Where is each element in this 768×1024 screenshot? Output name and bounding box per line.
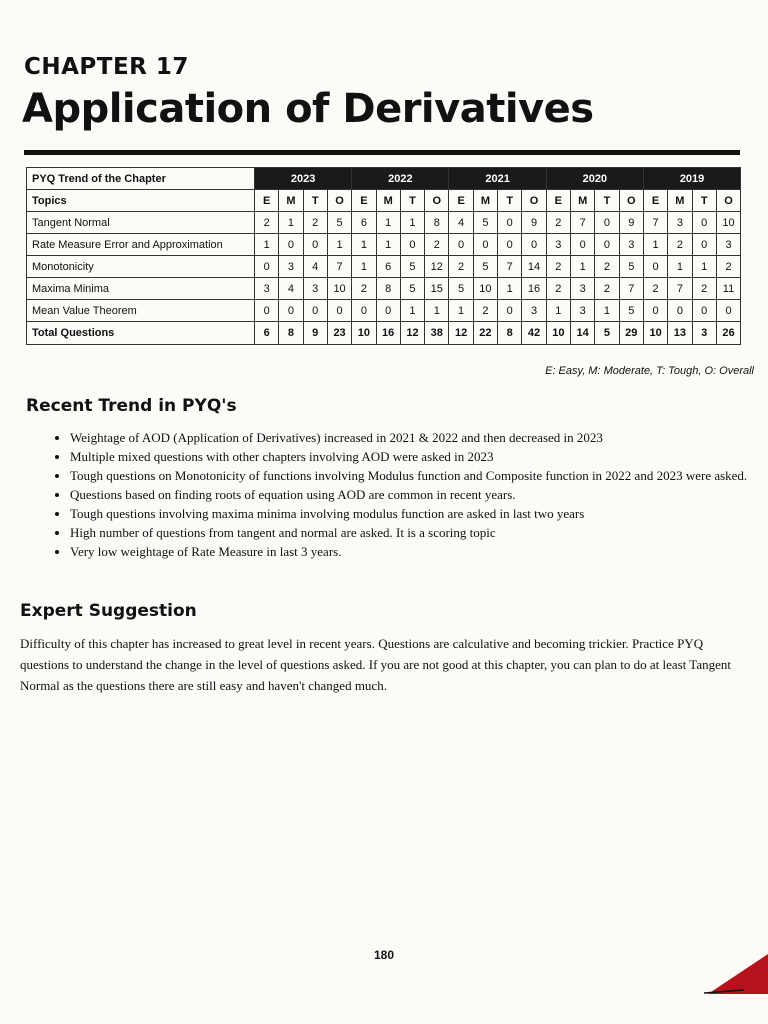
table-cell: 13 xyxy=(668,322,692,345)
difficulty-column-header: O xyxy=(716,190,740,212)
table-cell: 6 xyxy=(376,256,400,278)
table-cell: 11 xyxy=(716,278,740,300)
table-cell: 2 xyxy=(595,256,619,278)
table-cell: 0 xyxy=(400,234,424,256)
table-cell: 4 xyxy=(279,278,303,300)
table-cell: 5 xyxy=(619,300,643,322)
table-cell: 6 xyxy=(255,322,279,345)
table-cell: 7 xyxy=(643,212,667,234)
list-item: • High number of questions from tangent and normal are asked. It is a scoring topic xyxy=(70,523,760,542)
table-cell: 10 xyxy=(327,278,351,300)
expert-suggestion-heading: Expert Suggestion xyxy=(20,601,197,621)
table-cell: 0 xyxy=(376,300,400,322)
table-cell: 15 xyxy=(425,278,449,300)
table-cell: 9 xyxy=(303,322,327,345)
table-cell: 2 xyxy=(643,278,667,300)
table-cell: 1 xyxy=(352,256,376,278)
table-cell: 1 xyxy=(425,300,449,322)
difficulty-column-header: M xyxy=(279,190,303,212)
difficulty-column-header: O xyxy=(522,190,546,212)
difficulty-column-header: T xyxy=(498,190,522,212)
table-cell: 2 xyxy=(595,278,619,300)
difficulty-column-header: M xyxy=(571,190,595,212)
year-header-row xyxy=(27,168,741,190)
list-item: • Tough questions on Monotonicity of functions involving Modulus function and Composite function in 2022 and 2023 were asked. xyxy=(70,466,760,485)
table-cell: 1 xyxy=(376,234,400,256)
table-cell: 3 xyxy=(571,278,595,300)
year-header: 2023 xyxy=(255,168,352,190)
table-row xyxy=(27,300,741,322)
topic-name: Rate Measure Error and Approximation xyxy=(27,234,255,256)
table-cell: 3 xyxy=(571,300,595,322)
table-cell: 0 xyxy=(692,300,716,322)
list-item: • Questions based on finding roots of equation using AOD are common in recent years. xyxy=(70,485,760,504)
table-cell: 0 xyxy=(303,300,327,322)
table-cell: 9 xyxy=(619,212,643,234)
table-cell: 5 xyxy=(473,212,497,234)
table-caption: PYQ Trend of the Chapter xyxy=(27,168,255,190)
table-cell: 1 xyxy=(692,256,716,278)
list-item: • Tough questions involving maxima minima involving modulus function are asked in last two years xyxy=(70,504,760,523)
table-cell: 1 xyxy=(400,212,424,234)
table-cell: 1 xyxy=(255,234,279,256)
table-cell: 9 xyxy=(522,212,546,234)
table-cell: 8 xyxy=(376,278,400,300)
table-cell: 2 xyxy=(668,234,692,256)
table-cell: 23 xyxy=(327,322,351,345)
difficulty-column-header: M xyxy=(473,190,497,212)
topic-name: Mean Value Theorem xyxy=(27,300,255,322)
topic-name: Tangent Normal xyxy=(27,212,255,234)
table-cell: 2 xyxy=(716,256,740,278)
table-cell: 5 xyxy=(327,212,351,234)
table-cell: 29 xyxy=(619,322,643,345)
recent-trend-heading: Recent Trend in PYQ's xyxy=(26,396,237,416)
difficulty-column-header: E xyxy=(352,190,376,212)
table-cell: 7 xyxy=(498,256,522,278)
table-cell: 4 xyxy=(449,212,473,234)
table-cell: 1 xyxy=(327,234,351,256)
column-header-row xyxy=(27,190,741,212)
table-cell: 5 xyxy=(400,278,424,300)
table-cell: 0 xyxy=(643,256,667,278)
table-row xyxy=(27,278,741,300)
topics-header: Topics xyxy=(27,190,255,212)
table-cell: 0 xyxy=(352,300,376,322)
page-number: 180 xyxy=(374,948,395,962)
table-cell: 0 xyxy=(279,300,303,322)
table-cell: 0 xyxy=(327,300,351,322)
table-cell: 0 xyxy=(303,234,327,256)
table-cell: 0 xyxy=(522,234,546,256)
table-cell: 38 xyxy=(425,322,449,345)
table-cell: 3 xyxy=(619,234,643,256)
table-cell: 12 xyxy=(425,256,449,278)
topic-name: Monotonicity xyxy=(27,256,255,278)
table-cell: 2 xyxy=(692,278,716,300)
table-cell: 0 xyxy=(595,212,619,234)
table-cell: 0 xyxy=(255,300,279,322)
chapter-label: CHAPTER 17 xyxy=(24,54,189,80)
table-cell: 1 xyxy=(571,256,595,278)
table-cell: 3 xyxy=(716,234,740,256)
table-cell: 1 xyxy=(279,212,303,234)
table-cell: 16 xyxy=(376,322,400,345)
table-cell: 1 xyxy=(595,300,619,322)
table-cell: 6 xyxy=(352,212,376,234)
difficulty-column-header: O xyxy=(327,190,351,212)
table-cell: 3 xyxy=(303,278,327,300)
table-cell: 7 xyxy=(619,278,643,300)
table-cell: 10 xyxy=(473,278,497,300)
difficulty-legend: E: Easy, M: Moderate, T: Tough, O: Overall xyxy=(545,365,754,377)
corner-decoration-icon xyxy=(704,954,768,994)
table-cell: 8 xyxy=(425,212,449,234)
table-cell: 22 xyxy=(473,322,497,345)
table-cell: 0 xyxy=(595,234,619,256)
table-cell: 7 xyxy=(668,278,692,300)
topic-name: Maxima Minima xyxy=(27,278,255,300)
table-cell: 0 xyxy=(692,212,716,234)
table-cell: 0 xyxy=(571,234,595,256)
list-item: • Multiple mixed questions with other chapters involving AOD were asked in 2023 xyxy=(70,447,760,466)
table-cell: 5 xyxy=(595,322,619,345)
pyq-trend-table xyxy=(26,167,741,345)
table-cell: 2 xyxy=(255,212,279,234)
table-cell: 2 xyxy=(546,278,570,300)
difficulty-column-header: T xyxy=(400,190,424,212)
table-cell: 0 xyxy=(643,300,667,322)
table-cell: 1 xyxy=(546,300,570,322)
table-row xyxy=(27,256,741,278)
table-cell: 3 xyxy=(668,212,692,234)
expert-suggestion-text: Difficulty of this chapter has increased to great level in recent years. Questions are calculative and becoming trickier. Practice PYQ questions to understand the change in the level of questions asked. If you are not good at this chapter, you can plan to do at least Tangent Normal as the questions there are still easy and haven't changed much. xyxy=(20,636,731,693)
table-cell: 2 xyxy=(352,278,376,300)
table-cell: 0 xyxy=(498,300,522,322)
table-cell: 0 xyxy=(692,234,716,256)
table-cell: 1 xyxy=(498,278,522,300)
table-cell: 2 xyxy=(425,234,449,256)
table-cell: 10 xyxy=(716,212,740,234)
table-cell: 3 xyxy=(692,322,716,345)
difficulty-column-header: T xyxy=(692,190,716,212)
table-cell: 8 xyxy=(498,322,522,345)
difficulty-column-header: O xyxy=(425,190,449,212)
difficulty-column-header: E xyxy=(255,190,279,212)
table-cell: 3 xyxy=(255,278,279,300)
total-row xyxy=(27,322,741,345)
table-cell: 8 xyxy=(279,322,303,345)
table-cell: 7 xyxy=(327,256,351,278)
table-cell: 0 xyxy=(668,300,692,322)
table-cell: 5 xyxy=(449,278,473,300)
table-cell: 0 xyxy=(716,300,740,322)
topic-name: Total Questions xyxy=(27,322,255,345)
table-cell: 1 xyxy=(352,234,376,256)
list-item: • Weightage of AOD (Application of Derivatives) increased in 2021 & 2022 and then decreased in 2023 xyxy=(70,428,760,447)
table-cell: 5 xyxy=(619,256,643,278)
table-cell: 0 xyxy=(255,256,279,278)
difficulty-column-header: O xyxy=(619,190,643,212)
year-header: 2020 xyxy=(546,168,643,190)
table-cell: 2 xyxy=(449,256,473,278)
list-item: • Very low weightage of Rate Measure in last 3 years. xyxy=(70,542,760,561)
table-cell: 3 xyxy=(546,234,570,256)
table-cell: 10 xyxy=(643,322,667,345)
table-cell: 4 xyxy=(303,256,327,278)
difficulty-column-header: T xyxy=(303,190,327,212)
table-cell: 5 xyxy=(400,256,424,278)
table-cell: 16 xyxy=(522,278,546,300)
difficulty-column-header: E xyxy=(643,190,667,212)
year-header: 2021 xyxy=(449,168,546,190)
table-cell: 12 xyxy=(449,322,473,345)
table-cell: 2 xyxy=(546,212,570,234)
table-cell: 10 xyxy=(546,322,570,345)
table-cell: 7 xyxy=(571,212,595,234)
table-cell: 0 xyxy=(449,234,473,256)
table-cell: 2 xyxy=(303,212,327,234)
table-cell: 14 xyxy=(522,256,546,278)
table-row xyxy=(27,212,741,234)
table-cell: 1 xyxy=(400,300,424,322)
table-cell: 0 xyxy=(279,234,303,256)
year-header: 2019 xyxy=(643,168,740,190)
table-cell: 1 xyxy=(376,212,400,234)
table-cell: 42 xyxy=(522,322,546,345)
recent-trend-list xyxy=(52,428,760,561)
year-header: 2022 xyxy=(352,168,449,190)
table-row xyxy=(27,234,741,256)
table-cell: 1 xyxy=(449,300,473,322)
table-cell: 0 xyxy=(498,234,522,256)
difficulty-column-header: E xyxy=(546,190,570,212)
table-cell: 0 xyxy=(498,212,522,234)
table-cell: 3 xyxy=(279,256,303,278)
table-cell: 5 xyxy=(473,256,497,278)
difficulty-column-header: M xyxy=(376,190,400,212)
table-cell: 1 xyxy=(668,256,692,278)
table-cell: 1 xyxy=(643,234,667,256)
table-cell: 0 xyxy=(473,234,497,256)
table-cell: 26 xyxy=(716,322,740,345)
table-cell: 3 xyxy=(522,300,546,322)
difficulty-column-header: T xyxy=(595,190,619,212)
difficulty-column-header: M xyxy=(668,190,692,212)
table-cell: 14 xyxy=(571,322,595,345)
difficulty-column-header: E xyxy=(449,190,473,212)
page-title: Application of Derivatives xyxy=(22,86,594,132)
table-cell: 2 xyxy=(473,300,497,322)
title-rule xyxy=(24,150,740,155)
table-cell: 2 xyxy=(546,256,570,278)
table-cell: 12 xyxy=(400,322,424,345)
table-cell: 10 xyxy=(352,322,376,345)
